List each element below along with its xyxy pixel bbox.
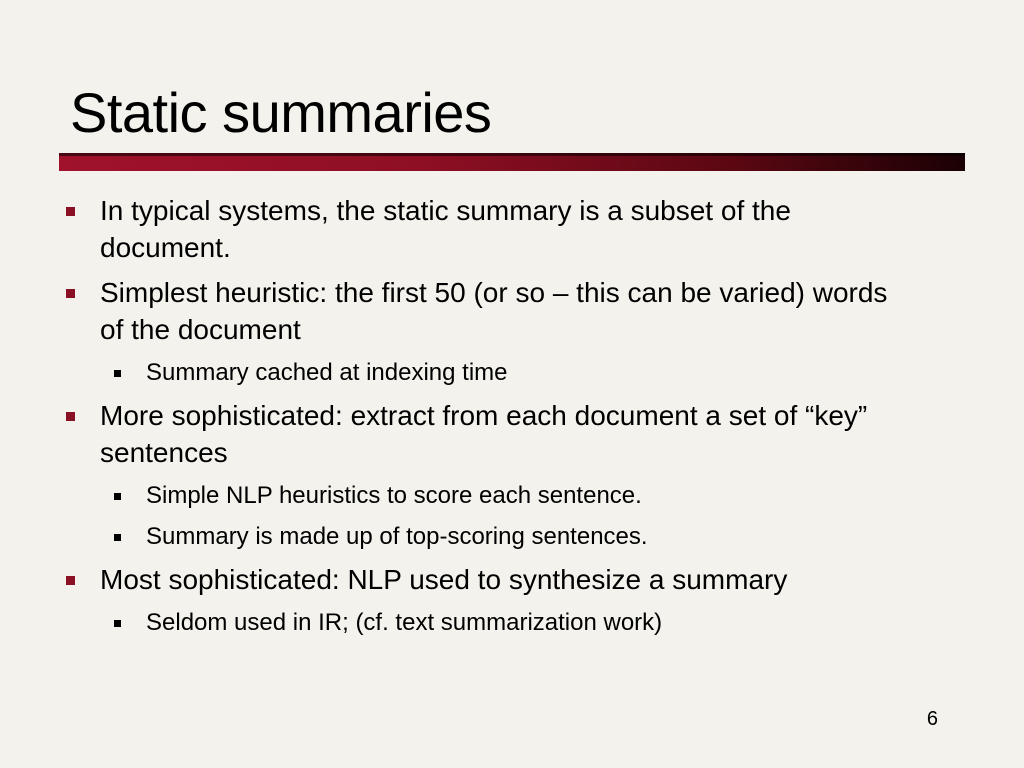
bullet-item [0,561,900,598]
sub-bullet-text: Summary is made up of top-scoring sentences. [146,523,648,550]
bullet-item [0,192,900,266]
square-bullet-icon [66,412,75,421]
title-divider-bar [59,153,965,171]
bullet-item [0,397,900,471]
square-bullet-icon [66,207,75,216]
square-sub-bullet-icon [114,370,121,377]
square-bullet-icon [66,289,75,298]
bullet-list [0,192,1024,647]
sub-bullet-text: Simple NLP heuristics to score each sentence. [146,482,642,509]
sub-bullet-item [0,356,906,389]
sub-bullet-item [0,479,906,512]
square-sub-bullet-icon [114,493,121,500]
slide-title: Static summaries [70,81,492,144]
bullet-text: Most sophisticated: NLP used to synthesize a summary [100,564,788,595]
square-sub-bullet-icon [114,620,121,627]
sub-bullet-text: Summary cached at indexing time [146,359,508,386]
bullet-text: Simplest heuristic: the first 50 (or so – this can be varied) words of the document [100,277,888,345]
bullet-text: In typical systems, the static summary is a subset of the document. [100,195,791,263]
sub-bullet-item [0,520,906,553]
sub-bullet-text: Seldom used in IR; (cf. text summarization work) [146,609,663,636]
square-sub-bullet-icon [114,534,121,541]
square-bullet-icon [66,576,75,585]
sub-bullet-item [0,606,906,639]
bullet-text: More sophisticated: extract from each document a set of “key” sentences [100,400,868,468]
slide-number: 6 [926,708,938,730]
bullet-item [0,274,900,348]
